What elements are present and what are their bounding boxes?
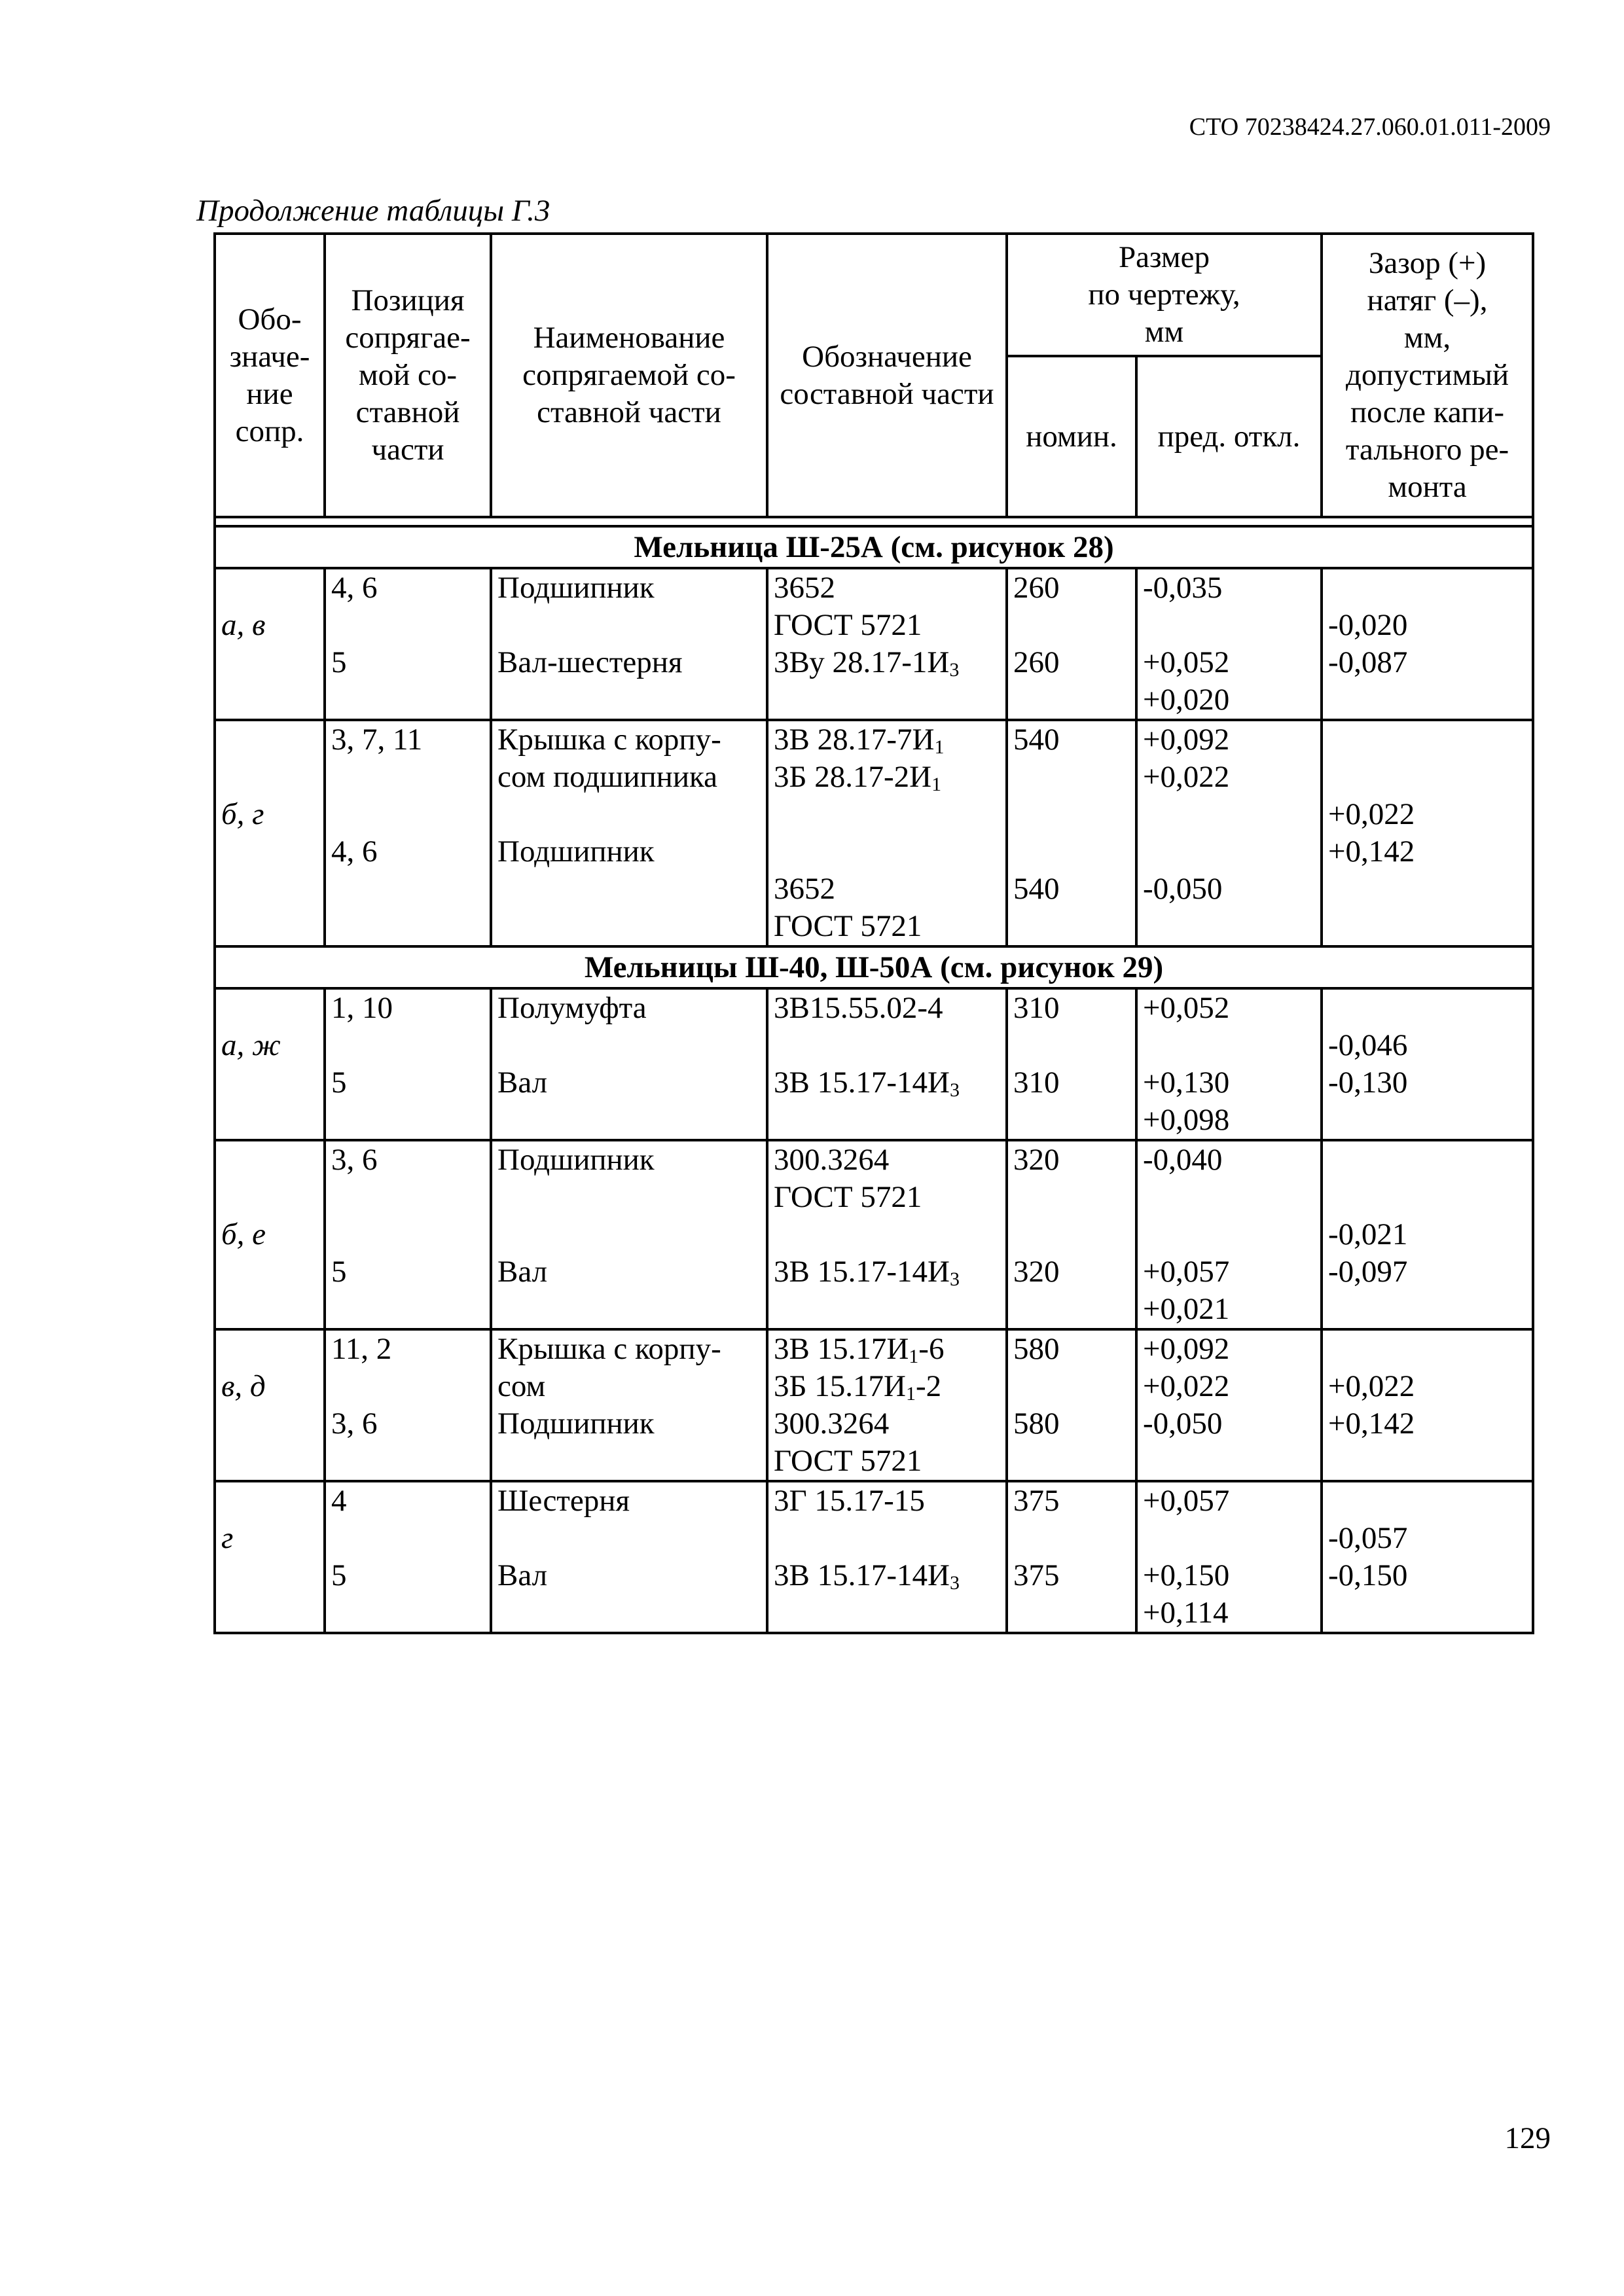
cell-line: -0,035 (1143, 571, 1223, 605)
cell-line: 260 (1013, 571, 1060, 605)
cell-line: 320 (1013, 1143, 1060, 1177)
cell-line (497, 1520, 761, 1557)
cell-line (331, 796, 484, 833)
position-cell (325, 568, 491, 720)
cell-line (1328, 1482, 1526, 1520)
nominal-cell (1007, 1329, 1136, 1481)
section-title: Мельница Ш-25А (см. рисунок 28) (215, 526, 1533, 568)
cell-line: +0,092 (1143, 723, 1230, 757)
cell-line (774, 1291, 1000, 1328)
cell-line: 3Г 15.17-15 (774, 1484, 925, 1518)
cell-line: 1, 10 (331, 991, 393, 1025)
designation-cell (767, 568, 1007, 720)
part-name-cell (491, 1140, 767, 1329)
cell-line: сом (497, 1369, 546, 1403)
mate-code-cell (215, 720, 325, 946)
mate-code-cell (215, 1140, 325, 1329)
cell-line (221, 1291, 318, 1328)
cell-line: 3В $15.17-14И_3$ (774, 1066, 960, 1101)
cell-line (774, 796, 1000, 833)
table-row (215, 1140, 1533, 1329)
cell-line (1013, 1027, 1130, 1064)
cell-line: 300.3264 (774, 1143, 890, 1177)
mate-code-cell (215, 988, 325, 1140)
cell-line: 11, 2 (331, 1332, 392, 1366)
cell-line: 3В $15.17-14И_3$ (774, 1255, 960, 1290)
cell-line: -0,150 (1328, 1558, 1408, 1592)
table-row (215, 988, 1533, 1140)
cell-line: Вал-шестерня (497, 645, 683, 679)
cell-line: 375 (1013, 1558, 1060, 1592)
cell-line (497, 1216, 761, 1253)
cell-line: Подшипник (497, 1407, 655, 1441)
cell-line (497, 1443, 761, 1480)
cell-line (221, 1594, 318, 1632)
gap-cell (1322, 1140, 1533, 1329)
position-cell (325, 1329, 491, 1481)
nominal-cell (1007, 988, 1136, 1140)
document-code: СТО 70238424.27.060.01.011-2009 (1189, 113, 1551, 141)
cell-line: -0,130 (1328, 1066, 1408, 1100)
cell-line: Шестерня (497, 1484, 630, 1518)
cell-line (221, 1253, 318, 1291)
cell-line (497, 1102, 761, 1139)
cell-line: 3В $15.17-14И_3$ (774, 1558, 960, 1594)
cell-line: 300.3264 (774, 1407, 890, 1441)
cell-line: сом подшипника (497, 760, 717, 794)
cell-line: Подшипник (497, 571, 655, 605)
nominal-cell (1007, 1481, 1136, 1633)
cell-line (331, 681, 484, 719)
header-designation: Обозначение составной части (767, 234, 1007, 517)
cell-line (1143, 1520, 1315, 1557)
cell-line: +0,057 (1143, 1484, 1230, 1518)
table-body (215, 526, 1533, 1633)
page-number: 129 (1504, 2121, 1551, 2155)
cell-line (221, 681, 318, 719)
cell-line (221, 721, 318, 759)
table-row (215, 720, 1533, 946)
cell-line: а, в (221, 608, 266, 642)
cell-line (1328, 721, 1526, 759)
cell-line (221, 908, 318, 945)
cell-line: 310 (1013, 991, 1060, 1025)
cell-line: 375 (1013, 1484, 1060, 1518)
cell-line (774, 1027, 1000, 1064)
cell-line (497, 870, 761, 908)
cell-line: 540 (1013, 872, 1060, 906)
cell-line (774, 1520, 1000, 1557)
cell-line (497, 1594, 761, 1632)
cell-line (1328, 990, 1526, 1027)
cell-line (331, 1291, 484, 1328)
gap-cell (1322, 568, 1533, 720)
cell-line (331, 1368, 484, 1405)
cell-line: 3, 7, 11 (331, 723, 423, 757)
cell-line (1143, 908, 1315, 945)
cell-line (1328, 681, 1526, 719)
cell-line: 3В $15.17И_1-6$ (774, 1332, 945, 1367)
cell-line: Вал (497, 1255, 548, 1289)
header-code: Обо- значе- ние сопр. (215, 234, 325, 517)
gap-cell (1322, 1481, 1533, 1633)
cell-line (1143, 1179, 1315, 1216)
part-name-cell (491, 988, 767, 1140)
cell-line (497, 1291, 761, 1328)
cell-line: Вал (497, 1558, 548, 1592)
cell-line: -0,097 (1328, 1255, 1408, 1289)
designation-cell (767, 1329, 1007, 1481)
cell-line (497, 796, 761, 833)
cell-line (1013, 908, 1130, 945)
cell-line: 5 (331, 1066, 347, 1100)
cell-line (774, 1594, 1000, 1632)
cell-line (1013, 1216, 1130, 1253)
cell-line (221, 1102, 318, 1139)
cell-line (221, 1064, 318, 1102)
cell-line (1013, 759, 1130, 796)
cell-line (221, 759, 318, 796)
cell-line (221, 1331, 318, 1368)
deviation-cell (1136, 988, 1322, 1140)
designation-cell (767, 720, 1007, 946)
cell-line: 3В15.55.02-4 (774, 991, 943, 1025)
cell-line (1013, 1291, 1130, 1328)
cell-line: 5 (331, 645, 347, 679)
fit-table (213, 232, 1534, 1634)
cell-line (221, 1405, 318, 1443)
part-name-cell (491, 720, 767, 946)
cell-line (331, 1520, 484, 1557)
cell-line (331, 607, 484, 644)
cell-line (331, 759, 484, 796)
cell-line: ГОСТ 5721 (774, 608, 922, 642)
cell-line: 310 (1013, 1066, 1060, 1100)
section-title: Мельницы Ш-40, Ш-50А (см. рисунок 29) (215, 946, 1533, 988)
cell-line (331, 1102, 484, 1139)
cell-line: 3, 6 (331, 1143, 378, 1177)
gap-cell (1322, 1329, 1533, 1481)
header-position: Позиция сопрягае- мой со- ставной части (325, 234, 491, 517)
cell-line: Полумуфта (497, 991, 647, 1025)
table-row (215, 568, 1533, 720)
cell-line: а, ж (221, 1028, 281, 1062)
cell-line: 580 (1013, 1332, 1060, 1366)
deviation-cell (1136, 1329, 1322, 1481)
cell-line (331, 1443, 484, 1480)
table-row (215, 1329, 1533, 1481)
cell-line: +0,142 (1328, 834, 1415, 869)
section-title-row (215, 946, 1533, 988)
cell-line (1013, 1102, 1130, 1139)
cell-line (331, 870, 484, 908)
cell-line (774, 1216, 1000, 1253)
cell-line (221, 870, 318, 908)
cell-line (1328, 870, 1526, 908)
cell-line: в, д (221, 1369, 266, 1403)
header-part-name: Наименование сопрягаемой со- ставной части (491, 234, 767, 517)
cell-line (1143, 796, 1315, 833)
cell-line: 4 (331, 1484, 347, 1518)
part-name-cell (491, 1481, 767, 1633)
header-deviation: пред. откл. (1136, 356, 1322, 517)
cell-line: г (221, 1521, 234, 1555)
cell-line (1143, 607, 1315, 644)
cell-line: 320 (1013, 1255, 1060, 1289)
cell-line (1143, 1443, 1315, 1480)
cell-line: 540 (1013, 723, 1060, 757)
cell-line: 3Б $15.17И_1-2$ (774, 1369, 942, 1405)
cell-line (497, 681, 761, 719)
cell-line (1013, 1368, 1130, 1405)
cell-line: 4, 6 (331, 834, 378, 869)
cell-line (774, 681, 1000, 719)
cell-line (1328, 908, 1526, 945)
cell-line: б, г (221, 797, 264, 831)
gap-cell (1322, 720, 1533, 946)
cell-line: 580 (1013, 1407, 1060, 1441)
cell-line: Крышка с корпу- (497, 1332, 721, 1366)
cell-line: +0,092 (1143, 1332, 1230, 1366)
cell-line: 5 (331, 1255, 347, 1289)
gap-cell (1322, 988, 1533, 1140)
cell-line (1328, 1102, 1526, 1139)
cell-line: +0,022 (1328, 797, 1415, 831)
position-cell (325, 720, 491, 946)
cell-line (1143, 833, 1315, 870)
cell-line: -0,050 (1143, 1407, 1223, 1441)
cell-line: -0,087 (1328, 645, 1408, 679)
cell-line: +0,022 (1328, 1369, 1415, 1403)
cell-line: -0,020 (1328, 608, 1408, 642)
cell-line (1328, 569, 1526, 607)
cell-line (221, 1443, 318, 1480)
position-cell (325, 1481, 491, 1633)
cell-line (1328, 1331, 1526, 1368)
part-name-cell (491, 1329, 767, 1481)
designation-cell (767, 1140, 1007, 1329)
cell-line (221, 833, 318, 870)
cell-line: ГОСТ 5721 (774, 1444, 922, 1478)
cell-line: Подшипник (497, 834, 655, 869)
deviation-cell (1136, 1481, 1322, 1633)
cell-line (1328, 1141, 1526, 1179)
deviation-cell (1136, 1140, 1322, 1329)
nominal-cell (1007, 568, 1136, 720)
cell-line (1013, 681, 1130, 719)
cell-line (221, 644, 318, 681)
cell-line (1328, 1291, 1526, 1328)
cell-line: -0,050 (1143, 872, 1223, 906)
cell-line (221, 1179, 318, 1216)
cell-line: 3В $28.17-7И_1$ (774, 723, 945, 758)
cell-line: +0,150 (1143, 1558, 1230, 1592)
cell-line: +0,022 (1143, 1369, 1230, 1403)
cell-line: +0,130 (1143, 1066, 1230, 1100)
cell-line (1328, 1443, 1526, 1480)
cell-line (1013, 1594, 1130, 1632)
cell-line (774, 833, 1000, 870)
table-caption: Продолжение таблицы Г.3 (196, 194, 550, 228)
cell-line (1013, 1443, 1130, 1480)
nominal-cell (1007, 720, 1136, 946)
part-name-cell (491, 568, 767, 720)
cell-line: -0,046 (1328, 1028, 1408, 1062)
cell-line (1013, 1179, 1130, 1216)
position-cell (325, 988, 491, 1140)
cell-line: +0,052 (1143, 645, 1230, 679)
cell-line: Вал (497, 1066, 548, 1100)
cell-line: +0,142 (1328, 1407, 1415, 1441)
cell-line (1143, 1027, 1315, 1064)
deviation-cell (1136, 720, 1322, 946)
cell-line: 3Ву $28.17-1И_3$ (774, 645, 960, 681)
cell-line (497, 908, 761, 945)
cell-line: +0,021 (1143, 1292, 1230, 1326)
cell-line: 5 (331, 1558, 347, 1592)
cell-line (331, 1179, 484, 1216)
table-row (215, 1481, 1533, 1633)
cell-line: 3Б $28.17-2И_1$ (774, 760, 942, 795)
cell-line (1143, 1216, 1315, 1253)
cell-line (1328, 1594, 1526, 1632)
cell-line (221, 1557, 318, 1594)
cell-line (497, 1027, 761, 1064)
cell-line (221, 990, 318, 1027)
cell-line: ГОСТ 5721 (774, 909, 922, 943)
cell-line (331, 908, 484, 945)
cell-line (1013, 796, 1130, 833)
cell-line: -0,040 (1143, 1143, 1223, 1177)
cell-line: +0,020 (1143, 683, 1230, 717)
cell-line (1013, 833, 1130, 870)
cell-line: 3652 (774, 872, 835, 906)
cell-line: +0,057 (1143, 1255, 1230, 1289)
position-cell (325, 1140, 491, 1329)
designation-cell (767, 988, 1007, 1140)
cell-line: +0,114 (1143, 1596, 1229, 1630)
section-title-row (215, 526, 1533, 568)
cell-line: +0,022 (1143, 760, 1230, 794)
designation-cell (767, 1481, 1007, 1633)
cell-line: +0,052 (1143, 991, 1230, 1025)
cell-line: 3652 (774, 571, 835, 605)
mate-code-cell (215, 568, 325, 720)
cell-line (1013, 1520, 1130, 1557)
cell-line: 3, 6 (331, 1407, 378, 1441)
cell-line (1328, 759, 1526, 796)
header-size: Размер по чертежу, мм (1007, 234, 1322, 356)
header-gap: Зазор (+) натяг (–), мм, допустимый после капи- тального ре- монта (1322, 234, 1533, 517)
header-nominal: номин. (1007, 356, 1136, 517)
mate-code-cell (215, 1481, 325, 1633)
cell-line (497, 1179, 761, 1216)
cell-line: ГОСТ 5721 (774, 1180, 922, 1214)
cell-line (497, 607, 761, 644)
cell-line (331, 1216, 484, 1253)
cell-line (331, 1027, 484, 1064)
cell-line: Крышка с корпу- (497, 723, 721, 757)
cell-line: б, е (221, 1217, 266, 1251)
cell-line (774, 1102, 1000, 1139)
cell-line (221, 1482, 318, 1520)
deviation-cell (1136, 568, 1322, 720)
cell-line: -0,021 (1328, 1217, 1408, 1251)
cell-line: 4, 6 (331, 571, 378, 605)
cell-line (1328, 1179, 1526, 1216)
cell-line: +0,098 (1143, 1103, 1230, 1137)
cell-line: 260 (1013, 645, 1060, 679)
mate-code-cell (215, 1329, 325, 1481)
cell-line (221, 569, 318, 607)
cell-line: Подшипник (497, 1143, 655, 1177)
cell-line (221, 1141, 318, 1179)
nominal-cell (1007, 1140, 1136, 1329)
cell-line (1013, 607, 1130, 644)
cell-line: -0,057 (1328, 1521, 1408, 1555)
cell-line (331, 1594, 484, 1632)
